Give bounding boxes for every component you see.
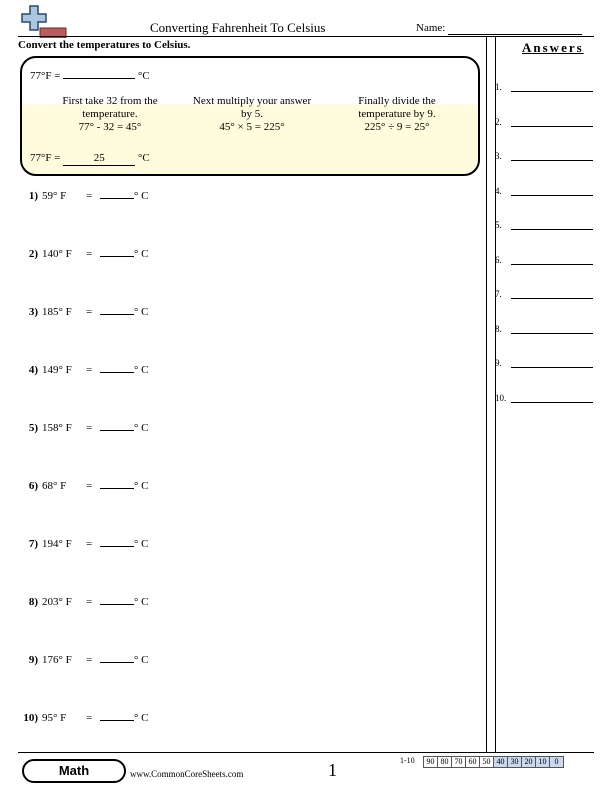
- problem-equals: =: [86, 538, 93, 550]
- example-step-3: [342, 95, 452, 134]
- problem-answer-blank[interactable]: [100, 652, 134, 663]
- problem-answer-blank[interactable]: [100, 420, 134, 431]
- page-number: 1: [328, 760, 337, 780]
- problem-temperature: 185° F: [42, 306, 72, 318]
- problem-equals: =: [86, 364, 93, 376]
- score-cell: 80: [438, 757, 452, 768]
- answer-field[interactable]: [511, 367, 593, 368]
- answer-field[interactable]: [511, 402, 593, 403]
- problem-row: [16, 188, 149, 202]
- header-rule: [18, 36, 594, 37]
- example-question-blank: [63, 67, 135, 79]
- example-step-2-line3: 45° × 5 = 225°: [219, 121, 285, 133]
- example-step-3-line3: 225° ÷ 9 = 25°: [364, 121, 430, 133]
- name-label: Name:: [416, 22, 446, 34]
- problem-answer-blank[interactable]: [100, 246, 134, 257]
- example-step-1: [50, 95, 170, 134]
- score-cell: 90: [424, 757, 438, 768]
- problem-unit: ° C: [134, 480, 149, 492]
- answer-number: 10.: [495, 393, 507, 403]
- problem-number: 1): [28, 190, 38, 202]
- answer-number: 4.: [495, 186, 502, 196]
- answer-field[interactable]: [511, 298, 593, 299]
- problem-temperature: 194° F: [42, 538, 72, 550]
- example-step-1-line2: temperature.: [82, 108, 138, 120]
- score-cell: 0: [550, 757, 564, 768]
- example-answer: [30, 152, 150, 166]
- problem-unit: ° C: [134, 538, 149, 550]
- problem-number: 8): [28, 596, 38, 608]
- example-question: [30, 67, 150, 83]
- problem-row: [16, 710, 149, 724]
- problem-unit: ° C: [134, 422, 149, 434]
- answer-field[interactable]: [511, 333, 593, 334]
- answer-number: 3.: [495, 151, 502, 161]
- score-cell: 40: [494, 757, 508, 768]
- problem-number: 2): [28, 248, 38, 260]
- score-range-label: 1-10: [400, 756, 415, 765]
- problem-unit: ° C: [134, 364, 149, 376]
- problem-answer-blank[interactable]: [100, 536, 134, 547]
- problem-unit: ° C: [134, 712, 149, 724]
- example-answer-unit: °C: [137, 152, 150, 164]
- problem-number: 5): [28, 422, 38, 434]
- example-step-2: [177, 95, 327, 134]
- score-row: [424, 757, 564, 768]
- score-cell: 70: [452, 757, 466, 768]
- problem-answer-blank[interactable]: [100, 362, 134, 373]
- problem-equals: =: [86, 596, 93, 608]
- problem-row: [16, 652, 149, 666]
- problem-unit: ° C: [134, 248, 149, 260]
- name-field[interactable]: [448, 34, 582, 35]
- problem-unit: ° C: [134, 654, 149, 666]
- answer-field[interactable]: [511, 126, 593, 127]
- problem-row: [16, 362, 149, 376]
- answer-field[interactable]: [511, 229, 593, 230]
- problem-answer-blank[interactable]: [100, 478, 134, 489]
- score-table: [423, 756, 564, 768]
- plus-logo-icon: [18, 4, 68, 38]
- score-cell: 50: [480, 757, 494, 768]
- score-cell: 10: [536, 757, 550, 768]
- problem-temperature: 149° F: [42, 364, 72, 376]
- score-cell: 30: [508, 757, 522, 768]
- problem-equals: =: [86, 712, 93, 724]
- problem-temperature: 95° F: [42, 712, 67, 724]
- website-link[interactable]: www.CommonCoreSheets.com: [130, 769, 244, 779]
- answer-field[interactable]: [511, 195, 593, 196]
- answer-number: 2.: [495, 117, 502, 127]
- problem-equals: =: [86, 654, 93, 666]
- score-cell: 20: [522, 757, 536, 768]
- answer-field[interactable]: [511, 160, 593, 161]
- problem-number: 4): [28, 364, 38, 376]
- problem-row: [16, 536, 149, 550]
- answer-number: 8.: [495, 324, 502, 334]
- problem-number: 3): [28, 306, 38, 318]
- problem-answer-blank[interactable]: [100, 594, 134, 605]
- example-step-3-line1: Finally divide the: [358, 95, 436, 107]
- example-step-2-line2: by 5.: [241, 108, 263, 120]
- example-question-unit: °C: [137, 70, 150, 82]
- problem-answer-blank[interactable]: [100, 188, 134, 199]
- problem-number: 9): [28, 654, 38, 666]
- answer-number: 6.: [495, 255, 502, 265]
- problem-equals: =: [86, 248, 93, 260]
- problem-temperature: 68° F: [42, 480, 67, 492]
- score-cell: 60: [466, 757, 480, 768]
- example-step-2-line1: Next multiply your answer: [192, 95, 312, 107]
- problem-number: 7): [28, 538, 38, 550]
- problem-row: [16, 594, 149, 608]
- instructions: Convert the temperatures to Celsius.: [18, 39, 191, 51]
- answers-title: Answers: [522, 40, 584, 55]
- example-question-label: 77°F =: [30, 70, 61, 82]
- example-step-1-line3: 77° - 32 = 45°: [78, 121, 142, 133]
- example-answer-value: 25: [63, 152, 135, 166]
- worksheet-title: Converting Fahrenheit To Celsius: [150, 20, 326, 35]
- problem-row: [16, 304, 149, 318]
- problem-equals: =: [86, 190, 93, 202]
- problem-unit: ° C: [134, 306, 149, 318]
- problem-row: [16, 478, 149, 492]
- answer-number: 1.: [495, 82, 502, 92]
- problem-row: [16, 420, 149, 434]
- example-step-1-line1: First take 32 from the: [62, 95, 158, 107]
- problem-number: 10): [23, 712, 38, 724]
- answer-field[interactable]: [511, 91, 593, 92]
- example-step-3-line2: temperature by 9.: [358, 108, 436, 120]
- answer-number: 5.: [495, 220, 502, 230]
- problem-equals: =: [86, 306, 93, 318]
- problem-number: 6): [28, 480, 38, 492]
- example-box: [20, 56, 480, 176]
- problem-temperature: 158° F: [42, 422, 72, 434]
- answer-field[interactable]: [511, 264, 593, 265]
- math-badge: Math: [22, 759, 126, 783]
- problem-unit: ° C: [134, 190, 149, 202]
- example-answer-label: 77°F =: [30, 152, 61, 164]
- problem-row: [16, 246, 149, 260]
- answer-number: 7.: [495, 289, 502, 299]
- answer-number: 9.: [495, 358, 502, 368]
- problem-temperature: 59° F: [42, 190, 67, 202]
- problem-equals: =: [86, 422, 93, 434]
- problem-temperature: 176° F: [42, 654, 72, 666]
- footer-rule: [18, 752, 594, 753]
- problem-answer-blank[interactable]: [100, 710, 134, 721]
- problem-equals: =: [86, 480, 93, 492]
- problem-temperature: 203° F: [42, 596, 72, 608]
- problem-temperature: 140° F: [42, 248, 72, 260]
- problem-answer-blank[interactable]: [100, 304, 134, 315]
- problem-unit: ° C: [134, 596, 149, 608]
